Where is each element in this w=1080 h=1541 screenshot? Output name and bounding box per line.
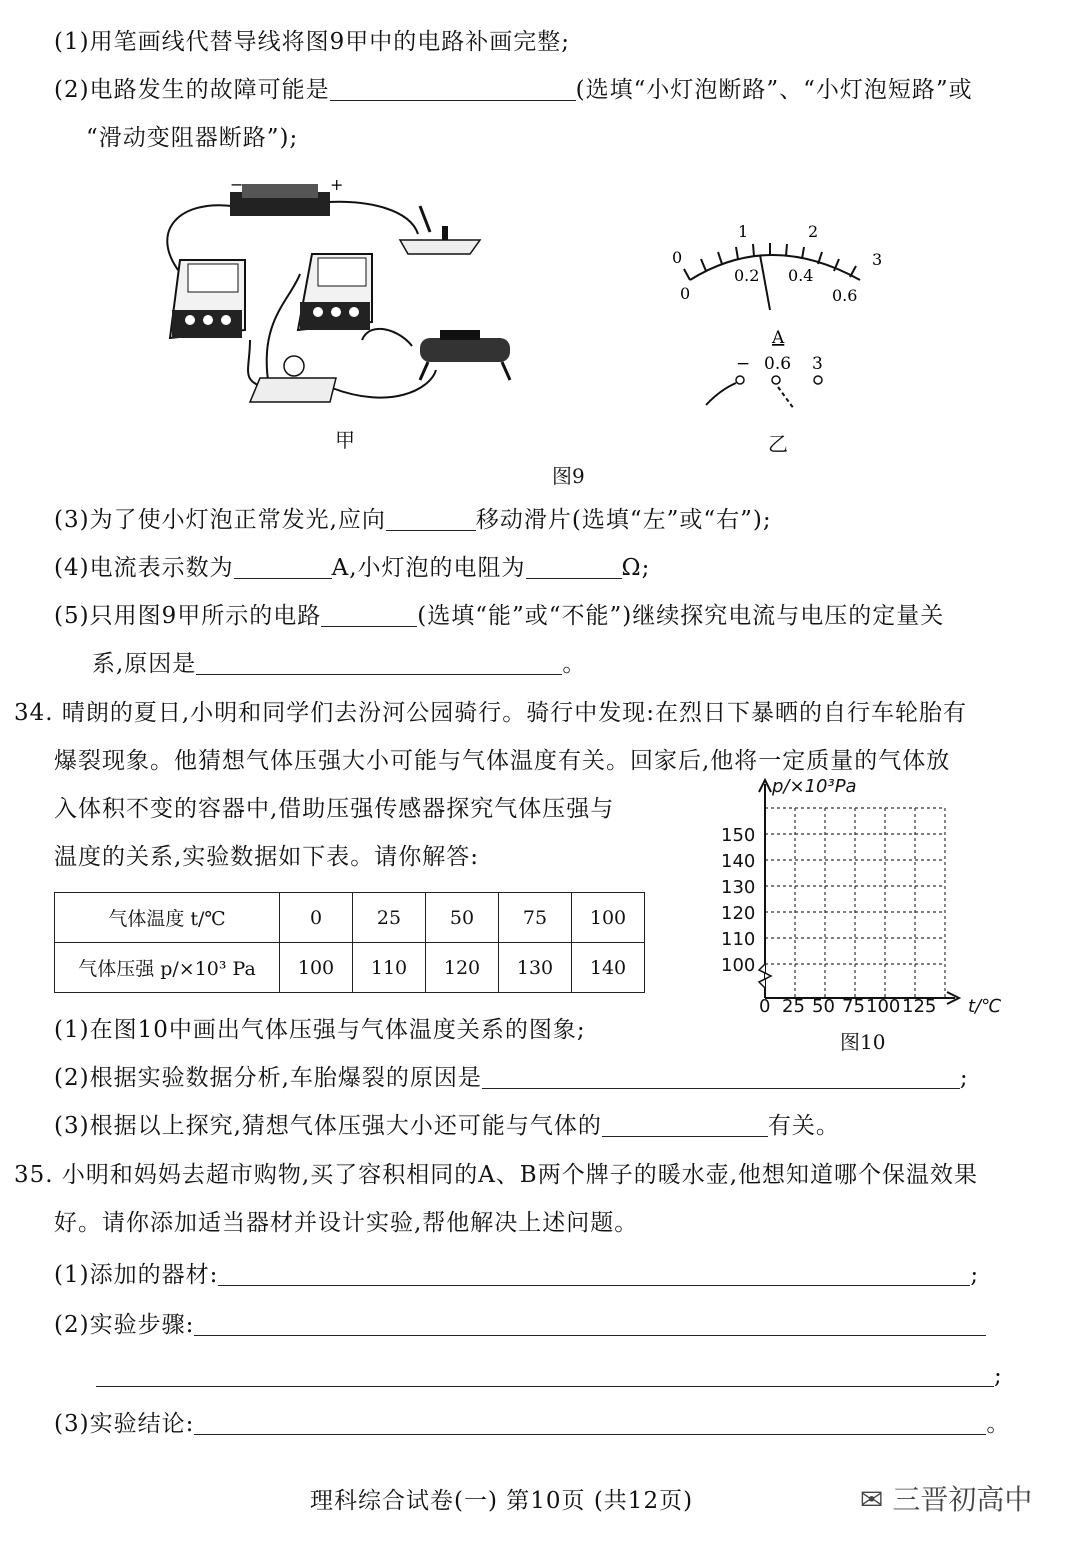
q35-sub3: (3)实验结论: 。 — [54, 1411, 1011, 1437]
q34-line4: 温度的关系,实验数据如下表。请你解答: — [54, 844, 480, 870]
table-cell: 0 — [280, 893, 353, 943]
answer-blank[interactable] — [321, 602, 417, 627]
table-row — [55, 893, 645, 943]
table-cell: 110 — [353, 943, 426, 993]
pressure-graph — [715, 776, 1045, 1026]
q33-part5-cont: 系,原因是 。 — [92, 651, 587, 677]
graph-y-tick: 150 — [721, 825, 756, 846]
q34-line2: 爆裂现象。他猜想气体压强大小可能与气体温度有关。回家后,他将一定质量的气体放 — [54, 748, 951, 774]
lamp — [250, 356, 336, 402]
terminal-0-6: 0.6 — [764, 354, 792, 374]
table-header-pressure: 气体压强 p/×10³ Pa — [55, 943, 280, 993]
scale-top-3: 3 — [872, 250, 883, 269]
table-cell: 25 — [353, 893, 426, 943]
table-cell: 130 — [499, 943, 572, 993]
q33-part4: (4)电流表示数为 A,小灯泡的电阻为 Ω; — [54, 555, 651, 581]
answer-blank[interactable] — [330, 76, 576, 101]
answer-blank[interactable] — [194, 1311, 986, 1336]
scale-bottom-3: 0.6 — [832, 286, 858, 305]
table-row — [55, 943, 645, 993]
graph-x-tick: 75 — [842, 996, 865, 1017]
q35-sub2: (2)实验步骤: — [54, 1309, 986, 1341]
q35-sub1: (1)添加的器材: ; — [54, 1262, 980, 1288]
terminal-3: 3 — [812, 354, 823, 374]
q33-part1: (1)用笔画线代替导线将图9甲中的电路补画完整; — [54, 29, 570, 55]
graph-x-tick: 25 — [782, 996, 805, 1017]
q33-part2-cont: “滑动变阻器断路”); — [86, 125, 299, 151]
graph-x-tick: 0 — [759, 996, 771, 1017]
table-cell: 100 — [280, 943, 353, 993]
switch — [400, 206, 480, 254]
scale-bottom-0: 0 — [680, 284, 691, 303]
table-cell: 100 — [572, 893, 645, 943]
table-header-temp: 气体温度 t/℃ — [55, 893, 280, 943]
battery — [230, 184, 330, 216]
meter-needle — [760, 255, 770, 310]
answer-blank[interactable] — [234, 554, 332, 579]
fig9-caption-yi: 乙 — [768, 432, 788, 456]
graph-y-tick: 130 — [721, 877, 756, 898]
table-cell: 75 — [499, 893, 572, 943]
fig9-caption-jia: 甲 — [335, 428, 355, 452]
answer-blank[interactable] — [386, 506, 476, 531]
table-cell: 120 — [426, 943, 499, 993]
ammeter-dial — [660, 215, 900, 415]
scale-top-0: 0 — [672, 248, 683, 267]
q34-line3: 入体积不变的容器中,借助压强传感器探究气体压强与 — [54, 796, 615, 822]
ammeter — [170, 260, 245, 338]
q34-line1: 34. 晴朗的夏日,小明和同学们去汾河公园骑行。骑行中发现:在烈日下暴晒的自行车轮胎有 — [14, 700, 967, 726]
answer-blank[interactable] — [196, 650, 562, 675]
battery-minus-label: − — [230, 175, 244, 194]
graph-y-tick: 100 — [721, 955, 756, 976]
q33-part5: (5)只用图9甲所示的电路 (选填“能”或“不能”)继续探究电流与电压的定量关 — [54, 603, 945, 629]
graph-y-tick: 140 — [721, 851, 756, 872]
data-table — [54, 892, 645, 993]
chat-icon: ✉ — [860, 1483, 884, 1516]
answer-blank[interactable] — [218, 1261, 970, 1286]
table-cell: 140 — [572, 943, 645, 993]
q33-part3: (3)为了使小灯泡正常发光,应向 移动滑片(选填“左”或“右”); — [54, 507, 772, 533]
graph-x-label: t/℃ — [968, 996, 1002, 1017]
rheostat — [420, 330, 510, 380]
meter-unit: A — [772, 328, 785, 348]
page-footer: 理科综合试卷(一) 第10页 (共12页) — [310, 1488, 694, 1514]
graph-y-label: p/×10³Pa — [772, 776, 857, 797]
answer-blank[interactable] — [602, 1112, 768, 1137]
answer-blank[interactable] — [482, 1064, 960, 1089]
graph-x-tick: 50 — [812, 996, 835, 1017]
q34-sub1: (1)在图10中画出气体压强与气体温度关系的图象; — [54, 1017, 586, 1043]
scale-top-2: 2 — [808, 222, 819, 241]
fig9-caption: 图9 — [552, 464, 585, 488]
graph-x-tick: 125 — [902, 996, 937, 1017]
watermark: ✉ 三晋初高中 — [860, 1483, 1033, 1516]
q35-sub2-cont: ; — [96, 1360, 1003, 1392]
terminal-minus: − — [736, 354, 751, 374]
graph-x-tick: 100 — [866, 996, 901, 1017]
q33-part2: (2)电路发生的故障可能是 (选填“小灯泡断路”、“小灯泡短路”或 — [54, 77, 973, 103]
answer-blank[interactable] — [96, 1362, 994, 1387]
graph-y-tick: 110 — [721, 929, 756, 950]
answer-blank[interactable] — [526, 554, 622, 579]
battery-plus-label: + — [330, 175, 344, 194]
q34-sub2: (2)根据实验数据分析,车胎爆裂的原因是 ; — [54, 1065, 969, 1091]
fig10-caption: 图10 — [840, 1030, 886, 1054]
graph-y-tick: 120 — [721, 903, 756, 924]
scale-top-1: 1 — [738, 222, 749, 241]
voltmeter — [298, 254, 372, 330]
circuit-diagram — [150, 170, 530, 420]
q34-sub3: (3)根据以上探究,猜想气体压强大小还可能与气体的 有关。 — [54, 1113, 840, 1139]
scale-bottom-1: 0.2 — [734, 266, 760, 285]
q35-line2: 好。请你添加适当器材并设计实验,帮他解决上述问题。 — [54, 1210, 639, 1236]
answer-blank[interactable] — [194, 1410, 986, 1435]
q35-line1: 35. 小明和妈妈去超市购物,买了容积相同的A、B两个牌子的暖水壶,他想知道哪个保温效果 — [14, 1162, 979, 1188]
table-cell: 50 — [426, 893, 499, 943]
scale-bottom-2: 0.4 — [788, 266, 814, 285]
